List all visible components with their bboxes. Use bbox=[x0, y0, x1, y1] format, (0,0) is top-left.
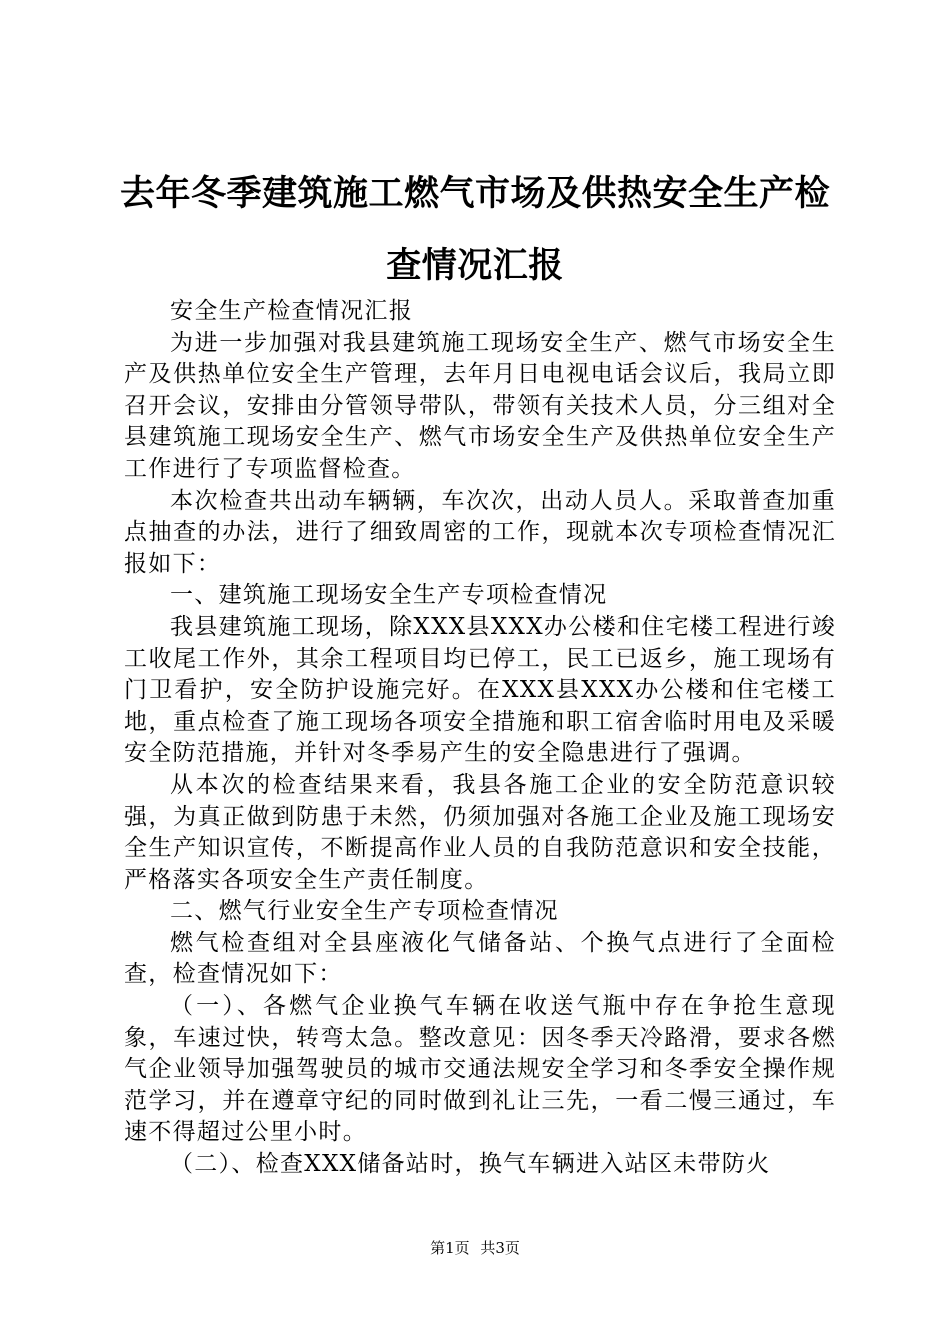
section-heading: 一、建筑施工现场安全生产专项检查情况 bbox=[170, 582, 608, 609]
document-title: 去年冬季建筑施工燃气市场及供热安全生产检查情况汇报 bbox=[119, 174, 830, 286]
paragraph: 燃气检查组对全县座液化气储备站、个换气点进行了全面检查，检查情况如下： bbox=[124, 929, 836, 988]
paragraph: 本次检查共出动车辆辆，车次次，出动人员人。采取普查加重点抽查的办法，进行了细致周密的工作，现就本次专项检查情况汇报如下： bbox=[124, 487, 836, 577]
document-body bbox=[124, 296, 836, 1181]
paragraph: （二）、检查XXX储备站时，换气车辆进入站区未带防火 bbox=[170, 1151, 771, 1178]
paragraph: （一）、各燃气企业换气车辆在收送气瓶中存在争抢生意现象，车速过快，转弯太急。整改意见：因冬季天冷路滑，要求各燃气企业领导加强驾驶员的城市交通法规安全学习和冬季安全操作规范学习，并在遵章守纪的同时做到礼让三先，一看二慢三通过，车速不得超过公里小时。 bbox=[124, 993, 836, 1146]
paragraph: 我县建筑施工现场，除XXX县XXX办公楼和住宅楼工程进行竣工收尾工作外，其余工程项目均已停工，民工已返乡，施工现场有门卫看护，安全防护设施完好。在XXX县XXX办公楼和住宅楼工地，重点检查了施工现场各项安全措施和职工宿舍临时用电及采暖安全防范措施，并针对冬季易产生的安全隐患进行了强调。 bbox=[124, 613, 836, 767]
section-subtitle: 安全生产检查情况汇报 bbox=[170, 298, 413, 324]
page-total: 共3页 bbox=[480, 1239, 520, 1257]
page-footer bbox=[0, 1237, 950, 1259]
section-heading: 二、燃气行业安全生产专项检查情况 bbox=[170, 898, 559, 925]
paragraph: 从本次的检查结果来看，我县各施工企业的安全防范意识较强，为真正做到防患于未然，仍须加强对各施工企业及施工现场安全生产知识宣传，不断提高作业人员的自我防范意识和安全技能，严格落实各项安全生产责任制度。 bbox=[124, 771, 836, 893]
paragraph: 为进一步加强对我县建筑施工现场安全生产、燃气市场安全生产及供热单位安全生产管理，去年月日电视电话会议后，我局立即召开会议，安排由分管领导带队，带领有关技术人员，分三组对全县建筑施工现场安全生产、燃气市场安全生产及供热单位安全生产工作进行了专项监督检查。 bbox=[124, 329, 836, 482]
page-number: 第1页 bbox=[430, 1239, 470, 1257]
